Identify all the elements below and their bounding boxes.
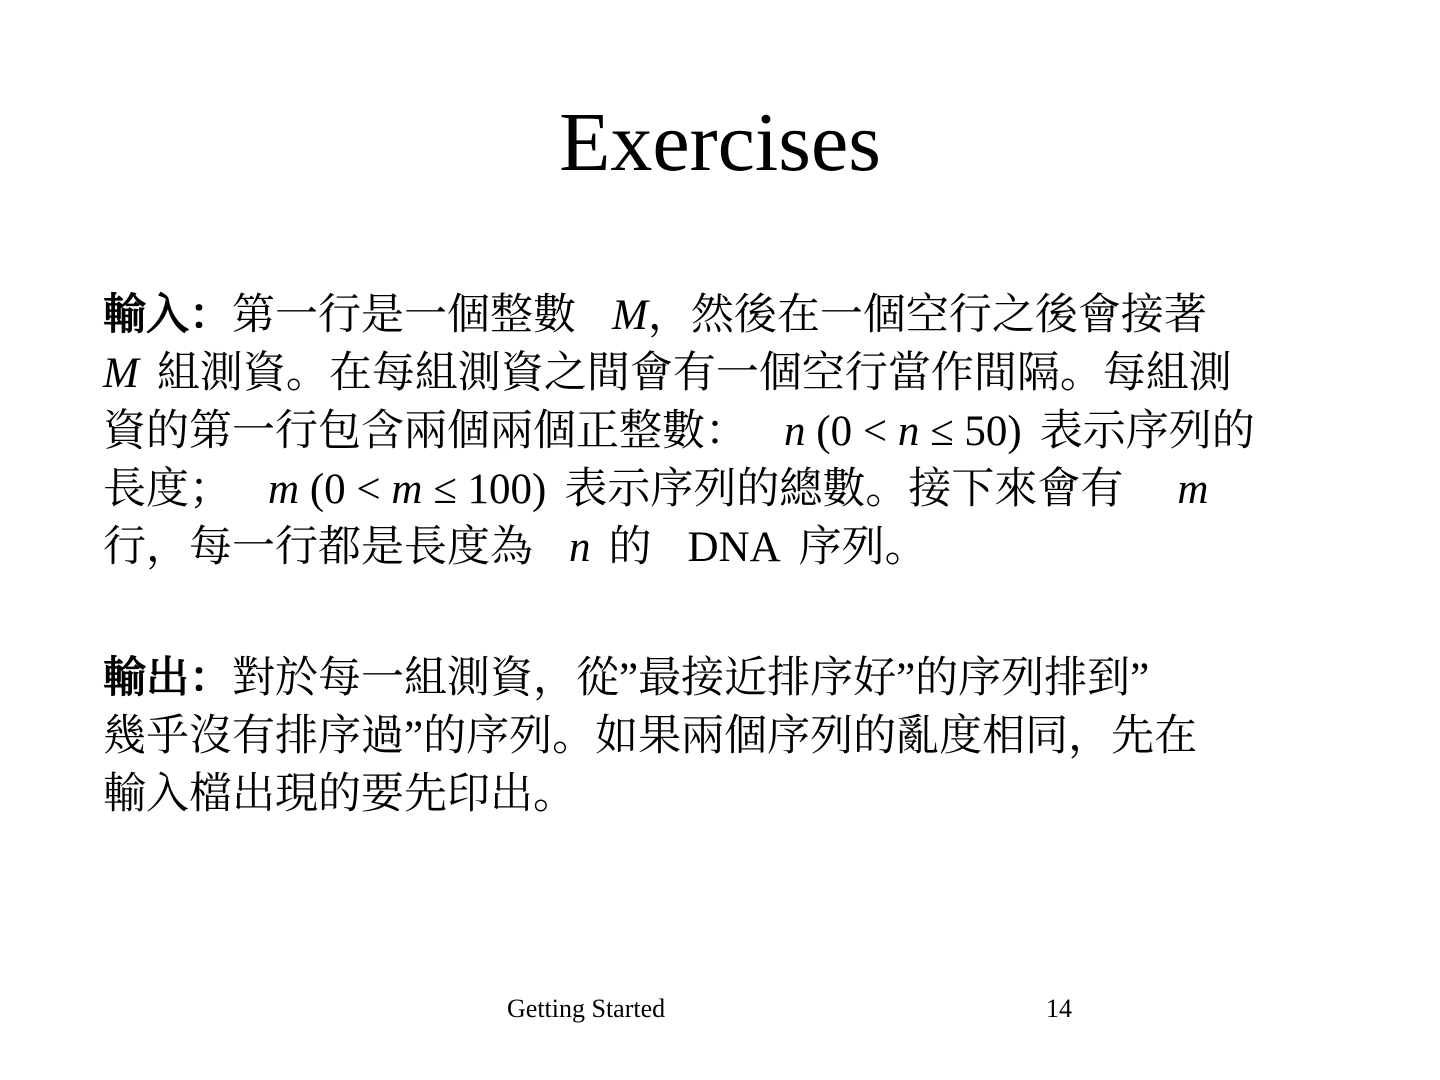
math-variable: n bbox=[897, 408, 920, 455]
slide-title: Exercises bbox=[559, 96, 881, 189]
math-expression: ≤ 100) bbox=[433, 466, 547, 513]
input-line-4 bbox=[103, 461, 1373, 519]
input-text: 第一行是一個整數 bbox=[232, 292, 576, 339]
input-text: 序列。 bbox=[798, 524, 928, 571]
footer-title: Getting Started bbox=[507, 994, 666, 1023]
input-text: 資的第一行包含兩個兩個正整數： bbox=[103, 408, 748, 455]
input-text: 表示序列的總數。接下來會有 bbox=[564, 466, 1124, 513]
math-variable: M bbox=[612, 292, 648, 339]
input-text: 組測資。在每組測資之間會有一個空行當作間隔。每組測 bbox=[156, 350, 1232, 397]
input-text: 表示序列的 bbox=[1039, 408, 1255, 455]
math-variable: m bbox=[268, 466, 300, 513]
input-line-5 bbox=[103, 519, 1373, 577]
input-line-2 bbox=[103, 345, 1373, 403]
math-expression: ≤ 50) bbox=[930, 408, 1022, 455]
math-variable: n bbox=[569, 524, 591, 571]
math-variable: m bbox=[391, 466, 423, 513]
output-text: 輸入檔出現的要先印出。 bbox=[103, 771, 576, 818]
input-line-3 bbox=[103, 403, 1373, 461]
input-line-1 bbox=[103, 287, 1373, 345]
output-description bbox=[103, 650, 1373, 824]
math-variable: m bbox=[1177, 466, 1209, 513]
math-variable: n bbox=[784, 408, 806, 455]
input-description bbox=[103, 287, 1373, 577]
math-expression: (0 < bbox=[309, 466, 381, 513]
page-number: 14 bbox=[1046, 994, 1072, 1023]
math-variable: M bbox=[103, 350, 139, 397]
input-text: ，然後在一個空行之後會接著 bbox=[647, 292, 1207, 339]
dna-term: DNA bbox=[687, 524, 781, 571]
input-text: 長度； bbox=[103, 466, 232, 513]
output-line-3 bbox=[103, 766, 1373, 824]
output-line-1 bbox=[103, 650, 1373, 708]
input-text: 的 bbox=[608, 524, 652, 571]
input-text: 行，每一行都是長度為 bbox=[103, 524, 533, 571]
output-label: 輸出： bbox=[103, 655, 232, 702]
input-label: 輸入： bbox=[103, 292, 232, 339]
output-text: 幾乎沒有排序過”的序列。如果兩個序列的亂度相同，先在 bbox=[103, 713, 1198, 760]
output-text: 對於每一組測資，從”最接近排序好”的序列排到” bbox=[232, 655, 1150, 702]
output-line-2 bbox=[103, 708, 1373, 766]
math-expression: (0 < bbox=[816, 408, 888, 455]
